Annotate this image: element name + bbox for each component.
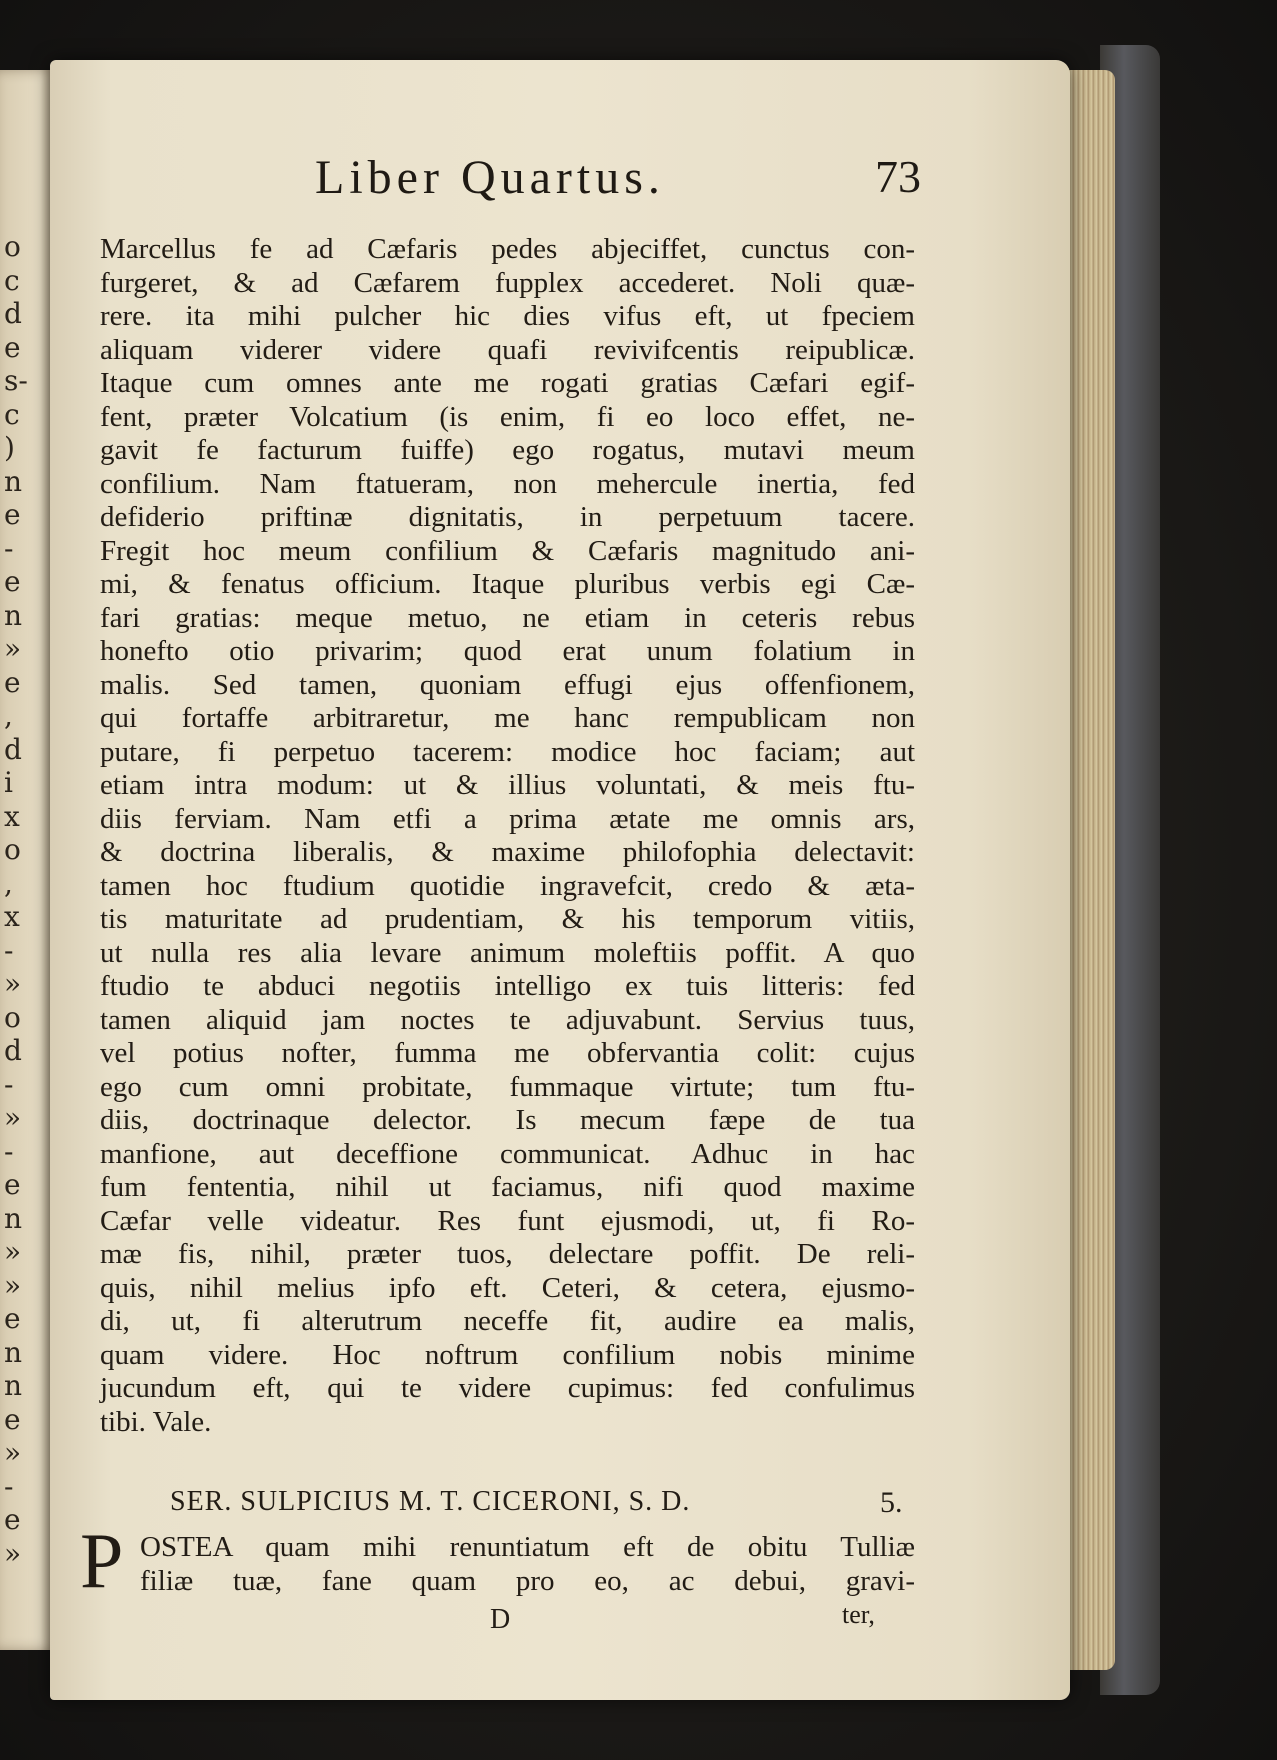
- facing-page-glyph: -: [4, 1134, 14, 1168]
- text-line: diis ferviam. Nam etfi a prima ætate me omnis ars,: [100, 802, 915, 835]
- text-line: ego cum omni probitate, fummaque virtute; tum ftu-: [100, 1070, 915, 1103]
- letter-number: 5.: [880, 1486, 903, 1519]
- opening-line-2: filiæ tuæ, fane quam pro eo, ac debui, gravi-: [140, 1564, 915, 1597]
- text-line: vel potius nofter, fumma me obfervantia colit: cujus: [100, 1037, 915, 1069]
- text-line: furgeret, & ad Cæfarem fupplex accederet. Noli quæ-: [100, 266, 915, 299]
- signature-mark: D: [490, 1604, 511, 1635]
- drop-cap: P: [80, 1517, 124, 1604]
- facing-page-glyph: »: [4, 1436, 22, 1469]
- facing-page-glyph: -: [4, 1469, 14, 1503]
- facing-page-glyph: n: [4, 598, 23, 632]
- facing-page-glyph: -: [4, 531, 14, 565]
- facing-page-glyph: o: [4, 833, 21, 866]
- facing-page-glyph: e: [4, 1168, 21, 1201]
- text-line: quis, nihil melius ipfo eft. Ceteri, & cetera, ejusmo-: [100, 1271, 915, 1304]
- text-line: mæ fis, nihil, præter tuos, delectare poffit. De reli-: [100, 1238, 915, 1270]
- text-line: jucundum eft, qui te videre cupimus: fed confulimus: [100, 1372, 915, 1404]
- text-line: di, ut, fi alterutrum neceffe fit, audire ea malis,: [100, 1305, 915, 1337]
- facing-page-glyph: i: [4, 766, 13, 799]
- facing-page-glyphs: [4, 230, 44, 1570]
- facing-page-glyph: n: [4, 1201, 23, 1235]
- text-line: & doctrina liberalis, & maxime philofophia delectavit:: [100, 836, 915, 868]
- facing-page-glyph: e: [4, 1402, 21, 1436]
- text-line: confilium. Nam ftatueram, non mehercule inertia, fed: [100, 467, 915, 500]
- facing-page-glyph: e: [4, 665, 21, 699]
- facing-page-glyph: n: [4, 1335, 23, 1369]
- text-line: qui fortaffe arbitraretur, me hanc rempublicam non: [100, 702, 915, 734]
- text-line: tamen aliquid jam noctes te adjuvabunt. Servius tuus,: [100, 1003, 915, 1036]
- facing-page-glyph: »: [4, 1101, 22, 1134]
- facing-page-glyph: -: [4, 933, 14, 967]
- text-line: tamen hoc ftudium quotidie ingravefcit, credo & æta-: [100, 869, 915, 902]
- text-line: etiam intra modum: ut & illius voluntati, & meis ftu-: [100, 769, 915, 801]
- facing-page-glyph: »: [4, 1536, 22, 1570]
- facing-page-glyph: s-: [4, 364, 28, 397]
- facing-page-glyph: d: [4, 732, 22, 766]
- facing-page-glyph: »: [4, 1235, 22, 1268]
- text-line: fent, præter Volcatium (is enim, fi eo loco effet, ne-: [100, 400, 915, 433]
- text-line: Marcellus fe ad Cæfaris pedes abjeciffet, cunctus con-: [100, 233, 915, 265]
- facing-page-glyph: e: [4, 565, 21, 598]
- text-line: Cæfar velle videatur. Res funt ejusmodi, ut, fi Ro-: [100, 1204, 915, 1237]
- letter-heading: SER. SULPICIUS M. T. CICERONI, S. D.: [170, 1486, 691, 1517]
- text-line: diis, doctrinaque delector. Is mecum fæpe de tua: [100, 1104, 915, 1136]
- facing-page-glyph: e: [4, 1302, 21, 1335]
- text-line: mi, & fenatus officium. Itaque pluribus verbis egi Cæ-: [100, 568, 915, 600]
- text-line: putare, fi perpetuo tacerem: modice hoc faciam; aut: [100, 735, 915, 768]
- facing-page-glyph: d: [4, 297, 22, 330]
- running-title: Liber Quartus.: [315, 151, 665, 204]
- text-line: honefto otio privarim; quod erat unum folatium in: [100, 635, 915, 667]
- facing-page-glyph: o: [4, 230, 21, 263]
- body-text: [100, 233, 915, 1439]
- facing-page-glyph: n: [4, 1369, 23, 1402]
- facing-page-glyph: o: [4, 1000, 21, 1034]
- facing-page-glyph: c: [4, 263, 20, 297]
- text-line: fari gratias: meque metuo, ne etiam in ceteris rebus: [100, 601, 915, 634]
- text-line: tis maturitate ad prudentiam, & his temporum vitiis,: [100, 903, 915, 935]
- facing-page-glyph: x: [4, 900, 20, 933]
- text-line: Fregit hoc meum confilium & Cæfaris magnitudo ani-: [100, 534, 915, 567]
- letter-opening: [140, 1530, 915, 1597]
- text-line: ftudio te abduci negotiis intelligo ex tuis litteris: fed: [100, 970, 915, 1002]
- facing-page-glyph: ,: [4, 866, 13, 900]
- text-line: tibi. Vale.: [100, 1405, 212, 1438]
- facing-page-glyph: e: [4, 330, 21, 364]
- page-number: 73: [875, 151, 921, 202]
- text-line: quam videre. Hoc noftrum confilium nobis minime: [100, 1338, 915, 1371]
- facing-page-glyph: »: [4, 632, 22, 665]
- text-line: Itaque cum omnes ante me rogati gratias Cæfari egif-: [100, 367, 915, 399]
- facing-page-glyph: x: [4, 799, 20, 833]
- text-line: defiderio priftinæ dignitatis, in perpetuum tacere.: [100, 501, 915, 533]
- facing-page-glyph: ): [4, 431, 15, 464]
- opening-line-1: OSTEA quam mihi renuntiatum eft de obitu Tulliæ: [140, 1531, 915, 1563]
- facing-page-glyph: ,: [4, 699, 13, 732]
- text-line: ut nulla res alia levare animum moleftiis poffit. A quo: [100, 936, 915, 969]
- catchword: ter,: [842, 1600, 875, 1629]
- facing-page-glyph: »: [4, 967, 22, 1000]
- text-line: rere. ita mihi pulcher hic dies vifus eft, ut fpeciem: [100, 300, 915, 332]
- facing-page-glyph: -: [4, 1067, 14, 1101]
- text-line: gavit fe facturum fuiffe) ego rogatus, mutavi meum: [100, 434, 915, 466]
- facing-page-glyph: e: [4, 498, 21, 531]
- text-line: fum fententia, nihil ut faciamus, nifi quod maxime: [100, 1171, 915, 1203]
- facing-page-glyph: n: [4, 464, 23, 498]
- facing-page-glyph: »: [4, 1268, 22, 1302]
- text-line: aliquam viderer videre quafi revivifcentis reipublicæ.: [100, 333, 915, 366]
- facing-page-glyph: c: [4, 397, 20, 431]
- text-line: manfione, aut deceffione communicat. Adhuc in hac: [100, 1137, 915, 1170]
- facing-page-glyph: d: [4, 1034, 22, 1067]
- facing-page-glyph: e: [4, 1503, 21, 1536]
- text-line: malis. Sed tamen, quoniam effugi ejus offenfionem,: [100, 668, 915, 701]
